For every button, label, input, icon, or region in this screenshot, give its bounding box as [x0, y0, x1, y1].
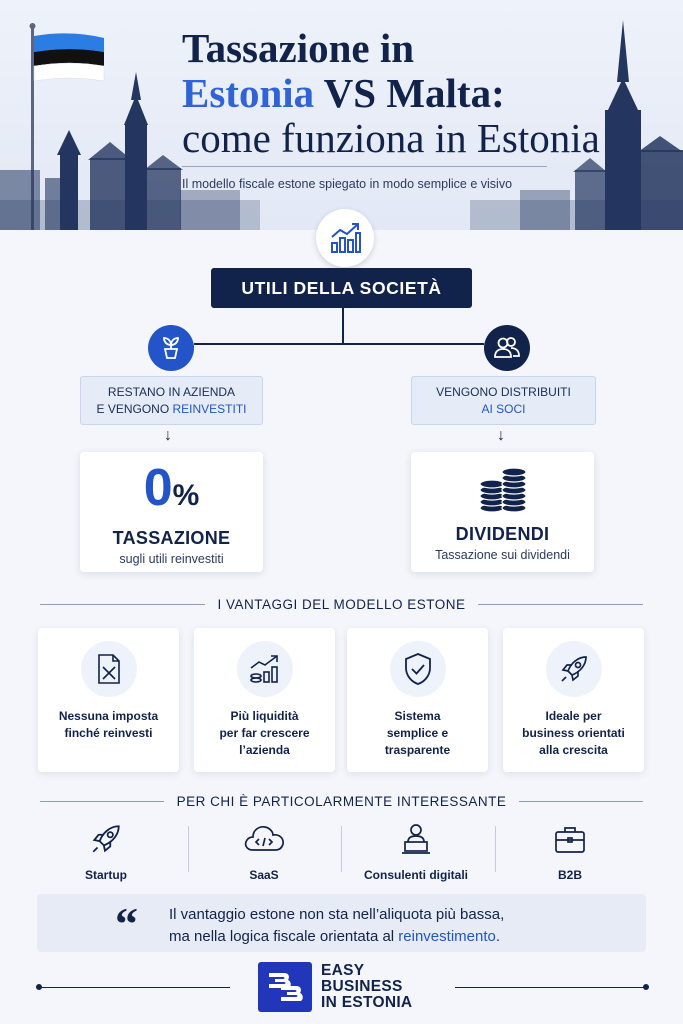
- quote-box: [37, 894, 646, 952]
- zero-tax-title: TASSAZIONE: [112, 528, 231, 548]
- distributed-line-1: VENGONO DISTRIBUITI: [436, 385, 571, 399]
- quote-line-2: ma nella logica fiscale orientata al reinvestimento.: [169, 928, 501, 945]
- company-profits-box: UTILI DELLA SOCIETÀ: [211, 268, 472, 308]
- shield-check-icon: [390, 641, 446, 697]
- audience-item-consultants: [346, 822, 486, 882]
- growth-coins-icon: [237, 641, 293, 697]
- advantage-card: [503, 628, 644, 772]
- dividends-subtitle: Tassazione sui dividendi: [435, 548, 570, 562]
- reinvested-line-1: RESTANO IN AZIENDA: [107, 385, 236, 399]
- advantage-text: business orientati: [522, 726, 625, 740]
- advantages-heading: I VANTAGGI DEL MODELLO ESTONE: [217, 597, 466, 612]
- no-tax-document-icon: [81, 641, 137, 697]
- section-divider: [40, 604, 205, 605]
- rocket-icon: [36, 822, 176, 861]
- advantage-text: l’azienda: [239, 743, 290, 757]
- zero-tax-card: [80, 452, 263, 572]
- advantage-text: Ideale per: [545, 709, 602, 723]
- page-title: [182, 26, 622, 161]
- footer-dot: [643, 984, 649, 990]
- header-banner: [0, 0, 683, 230]
- brand-name: [321, 963, 412, 1011]
- briefcase-icon: [500, 822, 640, 861]
- growth-chart-icon: [316, 209, 374, 267]
- plant-icon: [148, 325, 194, 371]
- section-divider: [40, 801, 164, 802]
- estonia-flag-icon: [34, 33, 104, 81]
- cloud-code-icon: [194, 822, 334, 861]
- title-line-3: come funziona in Estonia: [182, 115, 600, 161]
- distributed-branch-box: [411, 376, 596, 425]
- audience-separator: [495, 826, 496, 872]
- section-divider: [519, 801, 643, 802]
- advantage-text: per far crescere: [219, 726, 310, 740]
- advantage-card: [194, 628, 335, 772]
- audience-item-b2b: [500, 822, 640, 882]
- section-divider: [478, 604, 643, 605]
- audience-separator: [341, 826, 342, 872]
- audience-label: Consulenti digitali: [364, 868, 468, 882]
- footer-divider: [40, 987, 230, 988]
- title-accent: Estonia: [182, 70, 315, 116]
- page-subtitle: Il modello fiscale estone spiegato in modo semplice e visivo: [182, 177, 513, 191]
- quote-mark-icon: “: [115, 898, 138, 949]
- audience-heading: PER CHI È PARTICOLARMENTE INTERESSANTE: [176, 794, 507, 809]
- flow-connector-horizontal: [194, 343, 484, 345]
- advantage-text: finché reinvesti: [64, 726, 153, 740]
- reinvested-line-2: E VENGONO REINVESTITI: [96, 402, 247, 416]
- title-line-1: Tassazione in: [182, 25, 415, 71]
- brand-line: IN ESTONIA: [321, 994, 413, 1011]
- arrow-down-icon: ↓: [164, 427, 172, 444]
- advantage-text: semplice e: [386, 726, 449, 740]
- distributed-highlight: AI SOCI: [481, 402, 526, 416]
- flow-connector-vertical: [342, 308, 344, 344]
- advantage-text: Nessuna imposta: [58, 709, 159, 723]
- brand-logo-icon: [258, 962, 312, 1012]
- quote-line-1: Il vantaggio estone non sta nell’aliquota più bassa,: [169, 906, 505, 923]
- advantage-text: trasparente: [384, 743, 451, 757]
- audience-separator: [188, 826, 189, 872]
- title-line-2-rest: VS Malta:: [314, 70, 505, 116]
- arrow-down-icon: ↓: [497, 427, 505, 444]
- consultant-laptop-icon: [346, 822, 486, 861]
- advantage-text: alla crescita: [539, 743, 608, 757]
- audience-label: B2B: [557, 868, 582, 882]
- advantage-text: Sistema: [394, 709, 441, 723]
- footer-divider: [455, 987, 645, 988]
- advantage-card: [347, 628, 488, 772]
- dividends-card: [411, 452, 594, 572]
- zero-tax-subtitle: sugli utili reinvestiti: [119, 552, 224, 566]
- title-line-2: [182, 71, 622, 116]
- coin-stack-icon: [411, 466, 594, 516]
- zero-percent-value: 0%: [143, 459, 200, 517]
- audience-item-startup: [36, 822, 176, 882]
- advantage-text: Più liquidità: [230, 709, 299, 723]
- quote-highlight: reinvestimento: [398, 928, 496, 945]
- rocket-icon: [546, 641, 602, 697]
- people-icon: [484, 325, 530, 371]
- brand-line: BUSINESS: [321, 978, 403, 995]
- audience-item-saas: [194, 822, 334, 882]
- audience-label: SaaS: [249, 868, 279, 882]
- audience-label: Startup: [85, 868, 127, 882]
- title-divider: [182, 166, 547, 167]
- dividends-title: DIVIDENDI: [455, 524, 550, 544]
- brand-line: EASY: [321, 962, 365, 979]
- reinvested-highlight: REINVESTITI: [172, 402, 247, 416]
- reinvested-branch-box: [80, 376, 263, 425]
- advantage-card: [38, 628, 179, 772]
